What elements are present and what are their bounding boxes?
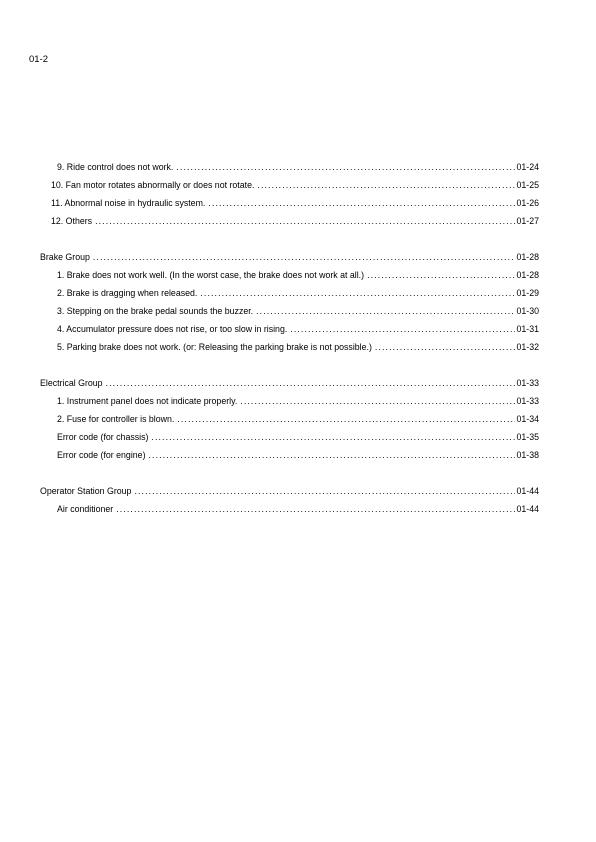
toc-entry-title: Operator Station Group: [40, 484, 134, 498]
toc-entry: [0, 502, 596, 516]
leader-dots: [257, 178, 514, 192]
toc-entry-page: 01-28: [516, 252, 539, 262]
toc-entry-page: 01-35: [516, 432, 539, 442]
toc-group-heading: [0, 484, 596, 498]
leader-dots: [134, 484, 514, 498]
leader-dots: [106, 376, 515, 390]
toc-entry-page: 01-25: [516, 180, 539, 190]
toc-entry-title: 4. Accumulator pressure does not rise, or too slow in rising.: [57, 322, 290, 336]
toc-entry-title: Air conditioner: [57, 502, 116, 516]
toc-entry-title: 3. Stepping on the brake pedal sounds the buzzer.: [57, 304, 256, 318]
leader-dots: [116, 502, 514, 516]
toc-entry-title: Brake Group: [40, 250, 93, 264]
toc-entry: [0, 322, 596, 336]
toc-entry-page: 01-33: [516, 396, 539, 406]
toc-entry-title: Error code (for engine): [57, 448, 149, 462]
toc-entry-title: 2. Fuse for controller is blown.: [57, 412, 177, 426]
toc-entry-page: 01-30: [516, 306, 539, 316]
leader-dots: [375, 340, 515, 354]
leader-dots: [176, 160, 514, 174]
toc-entry: [0, 394, 596, 408]
leader-dots: [95, 214, 514, 228]
toc-entry-page: 01-29: [516, 288, 539, 298]
toc-group-heading: [0, 250, 596, 264]
leader-dots: [93, 250, 515, 264]
toc-entry-page: 01-34: [516, 414, 539, 424]
toc-entry-page: 01-44: [516, 504, 539, 514]
toc-entry-page: 01-38: [516, 450, 539, 460]
toc-entry-page: 01-28: [516, 270, 539, 280]
leader-dots: [240, 394, 514, 408]
toc-entry-page: 01-44: [516, 486, 539, 496]
toc-entry-page: 01-31: [516, 324, 539, 334]
toc-entry: [0, 178, 596, 192]
toc-entry-page: 01-26: [516, 198, 539, 208]
toc-entry-title: 12. Others: [51, 214, 95, 228]
toc-group-heading: [0, 376, 596, 390]
toc-entry-page: 01-27: [516, 216, 539, 226]
toc-entry-title: Electrical Group: [40, 376, 106, 390]
leader-dots: [290, 322, 514, 336]
toc-entry-title: 11. Abnormal noise in hydraulic system.: [51, 196, 208, 210]
leader-dots: [149, 448, 515, 462]
toc-entry-title: 5. Parking brake does not work. (or: Releasing the parking brake is not possible.): [57, 340, 375, 354]
toc-entry: [0, 412, 596, 426]
toc-entry: [0, 340, 596, 354]
toc-entry-page: 01-33: [516, 378, 539, 388]
toc-entry-title: 2. Brake is dragging when released.: [57, 286, 200, 300]
toc-entry: [0, 196, 596, 210]
leader-dots: [151, 430, 514, 444]
leader-dots: [177, 412, 514, 426]
leader-dots: [208, 196, 514, 210]
toc-entry: [0, 268, 596, 282]
toc-entry-title: 1. Instrument panel does not indicate properly.: [57, 394, 240, 408]
toc-entry-title: 1. Brake does not work well. (In the worst case, the brake does not work at all.): [57, 268, 367, 282]
toc-entry: [0, 304, 596, 318]
toc-entry-title: 9. Ride control does not work.: [57, 160, 176, 174]
toc-entry-title: 10. Fan motor rotates abnormally or does not rotate.: [51, 178, 257, 192]
toc-entry-page: 01-32: [516, 342, 539, 352]
toc-entry-title: Error code (for chassis): [57, 430, 151, 444]
toc-entry-page: 01-24: [516, 162, 539, 172]
toc-entry: [0, 448, 596, 462]
leader-dots: [256, 304, 514, 318]
leader-dots: [200, 286, 514, 300]
page-number: 01-2: [29, 54, 49, 65]
leader-dots: [367, 268, 514, 282]
toc-entry: [0, 430, 596, 444]
toc-entry: [0, 160, 596, 174]
toc-entry: [0, 286, 596, 300]
toc-entry: [0, 214, 596, 228]
